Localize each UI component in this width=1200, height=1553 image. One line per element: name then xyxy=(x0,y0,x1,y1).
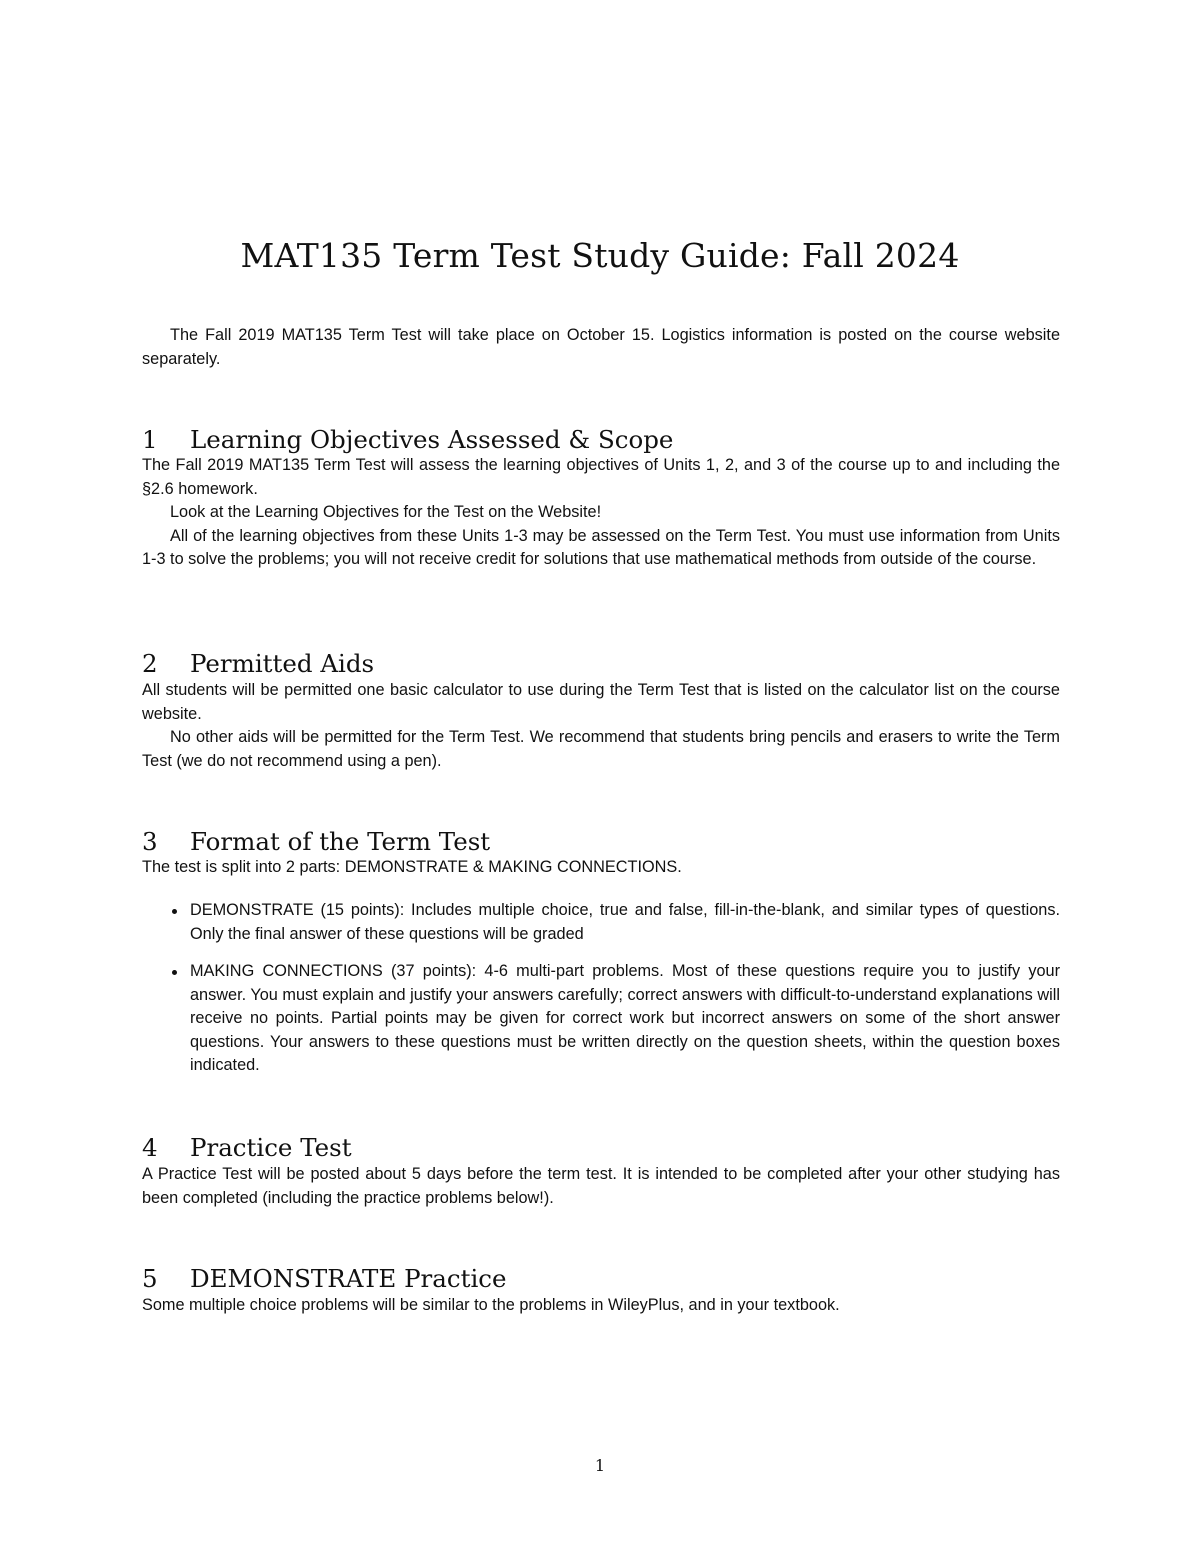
intro-paragraph xyxy=(142,324,1060,371)
section-number: 5 xyxy=(142,1264,158,1294)
bullet-icon xyxy=(172,970,177,975)
section-title: Practice Test xyxy=(190,1133,352,1163)
section-5-heading xyxy=(142,1263,1060,1295)
list-item-text: MAKING CONNECTIONS (37 points): 4-6 multi-part problems. Most of these questions require you to justify your answer. You must explain and justify your answers carefully; correct answers with difficult-to-understand explanations will receive no points. Partial points may be given for correct work but incorrect answers on some of the short answer questions. Your answers to these questions must be written directly on the question sheets, within the question boxes indicated. xyxy=(190,962,1060,1074)
section-number: 3 xyxy=(142,827,158,857)
paragraph: Look at the Learning Objectives for the Test on the Website! xyxy=(170,503,602,521)
section-title: DEMONSTRATE Practice xyxy=(190,1264,507,1294)
section-title: Format of the Term Test xyxy=(190,827,491,857)
list-item xyxy=(170,960,1060,1078)
section-number: 2 xyxy=(142,649,158,679)
format-bullet-list xyxy=(170,899,1060,1092)
paragraph: No other aids will be permitted for the Term Test. We recommend that students bring pencils and erasers to write the Term Test (we do not recommend using a pen). xyxy=(142,728,1060,770)
paragraph: Some multiple choice problems will be similar to the problems in WileyPlus, and in your textbook. xyxy=(142,1296,840,1314)
section-number: 1 xyxy=(142,425,158,455)
section-title: Learning Objectives Assessed & Scope xyxy=(190,425,674,455)
paragraph: The Fall 2019 MAT135 Term Test will assess the learning objectives of Units 1, 2, and 3 of the course up to and including the §2.6 homework. xyxy=(142,456,1060,498)
paragraph: All of the learning objectives from these Units 1-3 may be assessed on the Term Test. You must use information from Units 1-3 to solve the problems; you will not receive credit for solutions that use mathematical methods from outside of the course. xyxy=(142,526,1060,568)
section-number: 4 xyxy=(142,1133,158,1163)
page-number: 1 xyxy=(594,1456,606,1475)
section-2-heading xyxy=(142,648,1060,680)
intro-text: The Fall 2019 MAT135 Term Test will take place on October 15. Logistics information is posted on the course website separately. xyxy=(142,326,1060,368)
section-3-heading xyxy=(142,826,1060,858)
paragraph: The test is split into 2 parts: DEMONSTRATE & MAKING CONNECTIONS. xyxy=(142,858,682,876)
list-item-text: DEMONSTRATE (15 points): Includes multiple choice, true and false, fill-in-the-blank, and similar types of questions. Only the final answer of these questions will be graded xyxy=(190,901,1060,943)
bullet-icon xyxy=(172,909,177,914)
section-2-body xyxy=(142,679,1060,773)
section-5-body xyxy=(142,1294,1060,1318)
list-item xyxy=(170,899,1060,946)
document-title: MAT135 Term Test Study Guide: Fall 2024 xyxy=(240,236,960,276)
section-title: Permitted Aids xyxy=(190,649,375,679)
section-4-body xyxy=(142,1163,1060,1210)
paragraph: All students will be permitted one basic calculator to use during the Term Test that is listed on the calculator list on the course website. xyxy=(142,681,1060,723)
section-4-heading xyxy=(142,1132,1060,1164)
section-1-body xyxy=(142,454,1060,572)
paragraph: A Practice Test will be posted about 5 days before the term test. It is intended to be completed after your other studying has been completed (including the practice problems below!). xyxy=(142,1165,1060,1207)
section-3-body xyxy=(142,856,1060,880)
section-1-heading xyxy=(142,424,1060,456)
